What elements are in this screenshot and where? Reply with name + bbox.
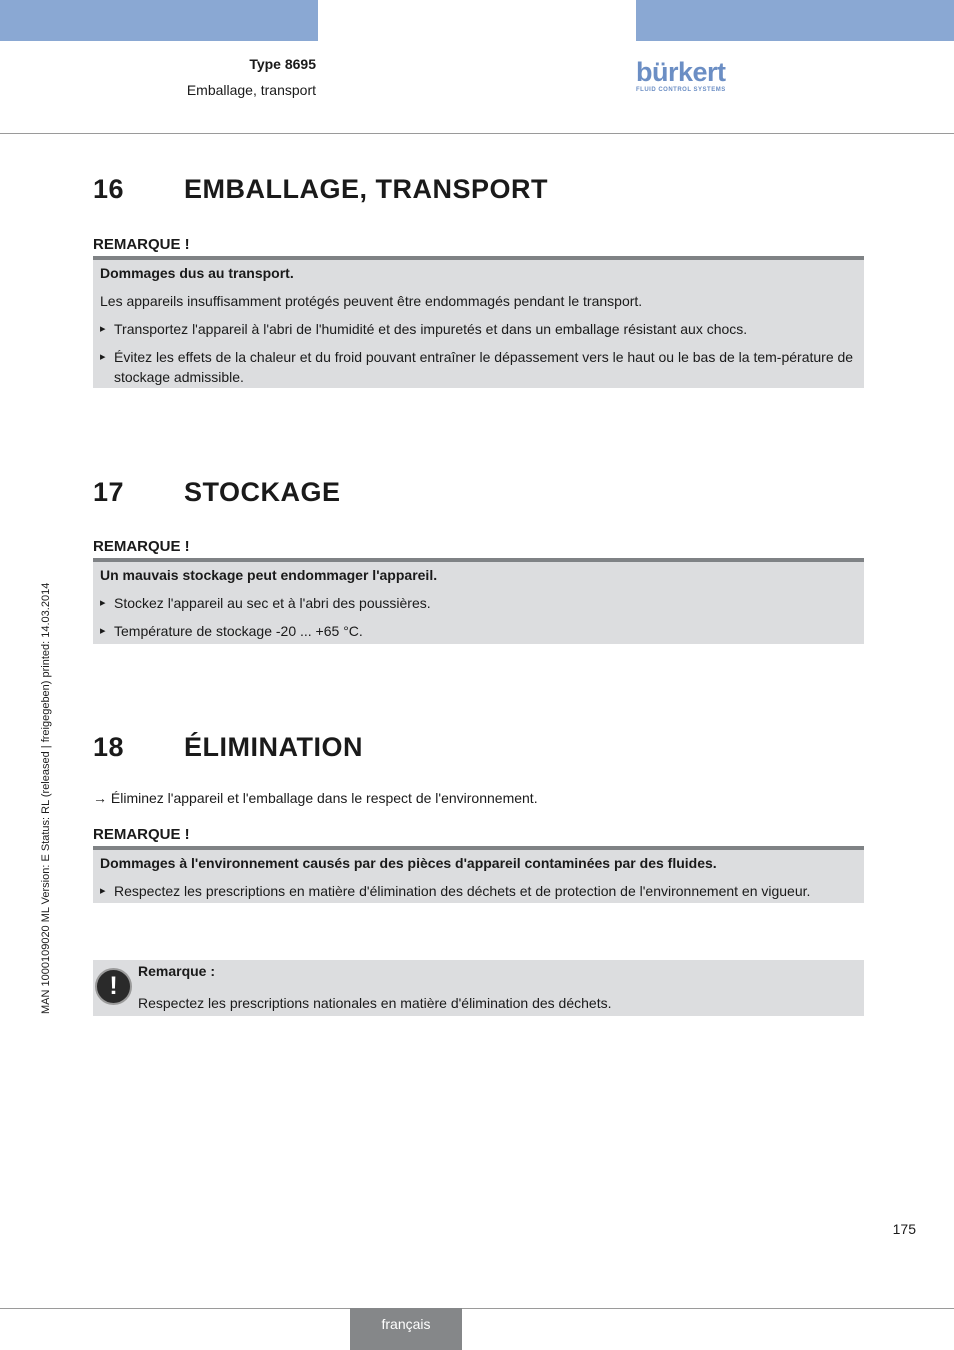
note-label: REMARQUE ! [93,538,190,555]
warning-note-box [93,846,864,903]
note-heading: Un mauvais stockage peut endommager l'appareil. [100,567,438,583]
section-title: STOCKAGE [184,477,341,507]
note-bullet: ▸ Stockez l'appareil au sec et à l'abri des poussières. [100,593,857,613]
info-note-box [93,960,864,1016]
document-subtitle: Emballage, transport [186,82,316,98]
section-heading-16 [93,174,548,205]
footer-divider [0,1308,954,1309]
logo-tagline: FLUID CONTROL SYSTEMS [636,87,726,93]
section-heading-18 [93,732,363,763]
section-number: 17 [93,477,125,507]
note-bullet: ▸ Évitez les effets de la chaleur et du froid pouvant entraîner le dépassement vers le haut ou le bas de la tem-pérature de stockage admissible. [100,347,857,387]
info-note-title: Remarque : [138,963,216,979]
document-type: Type 8695 [249,56,316,72]
instruction-line: → Éliminez l'appareil et l'emballage dans le respect de l'environnement. [93,790,538,806]
page-number: 175 [892,1221,916,1237]
note-paragraph: Les appareils insuffisamment protégés peuvent être endommagés pendant le transport. [100,293,643,309]
header-divider [0,133,954,134]
note-heading: Dommages à l'environnement causés par des pièces d'appareil contaminées par des fluides. [100,855,717,871]
section-title: ÉLIMINATION [184,732,363,762]
section-number: 16 [93,174,125,204]
section-title: EMBALLAGE, TRANSPORT [184,174,548,204]
note-label: REMARQUE ! [93,826,190,843]
exclamation-icon: ! [95,968,132,1005]
document-side-note: MAN 1000109020 ML Version: E Status: RL (released | freigegeben) printed: 14.03.2014 [40,582,52,1014]
note-label: REMARQUE ! [93,236,190,253]
language-tab: français [350,1308,462,1350]
note-bullet: ▸ Transportez l'appareil à l'abri de l'humidité et des impuretés et dans un emballage résistant aux chocs. [100,319,857,339]
warning-note-box [93,558,864,644]
section-number: 18 [93,732,125,762]
burkert-logo [636,58,736,96]
warning-note-box [93,256,864,388]
note-bullet: ▸ Respectez les prescriptions en matière d'élimination des déchets et de protection de l'environnement en vigueur. [100,881,857,901]
note-heading: Dommages dus au transport. [100,265,294,281]
section-heading-17 [93,477,341,508]
logo-wordmark: bürkert [636,57,726,87]
note-bullet: ▸ Température de stockage -20 ... +65 °C. [100,621,857,641]
header-bar-right [636,0,954,41]
info-note-text: Respectez les prescriptions nationales en matière d'élimination des déchets. [138,995,612,1011]
header-bar-left [0,0,318,41]
